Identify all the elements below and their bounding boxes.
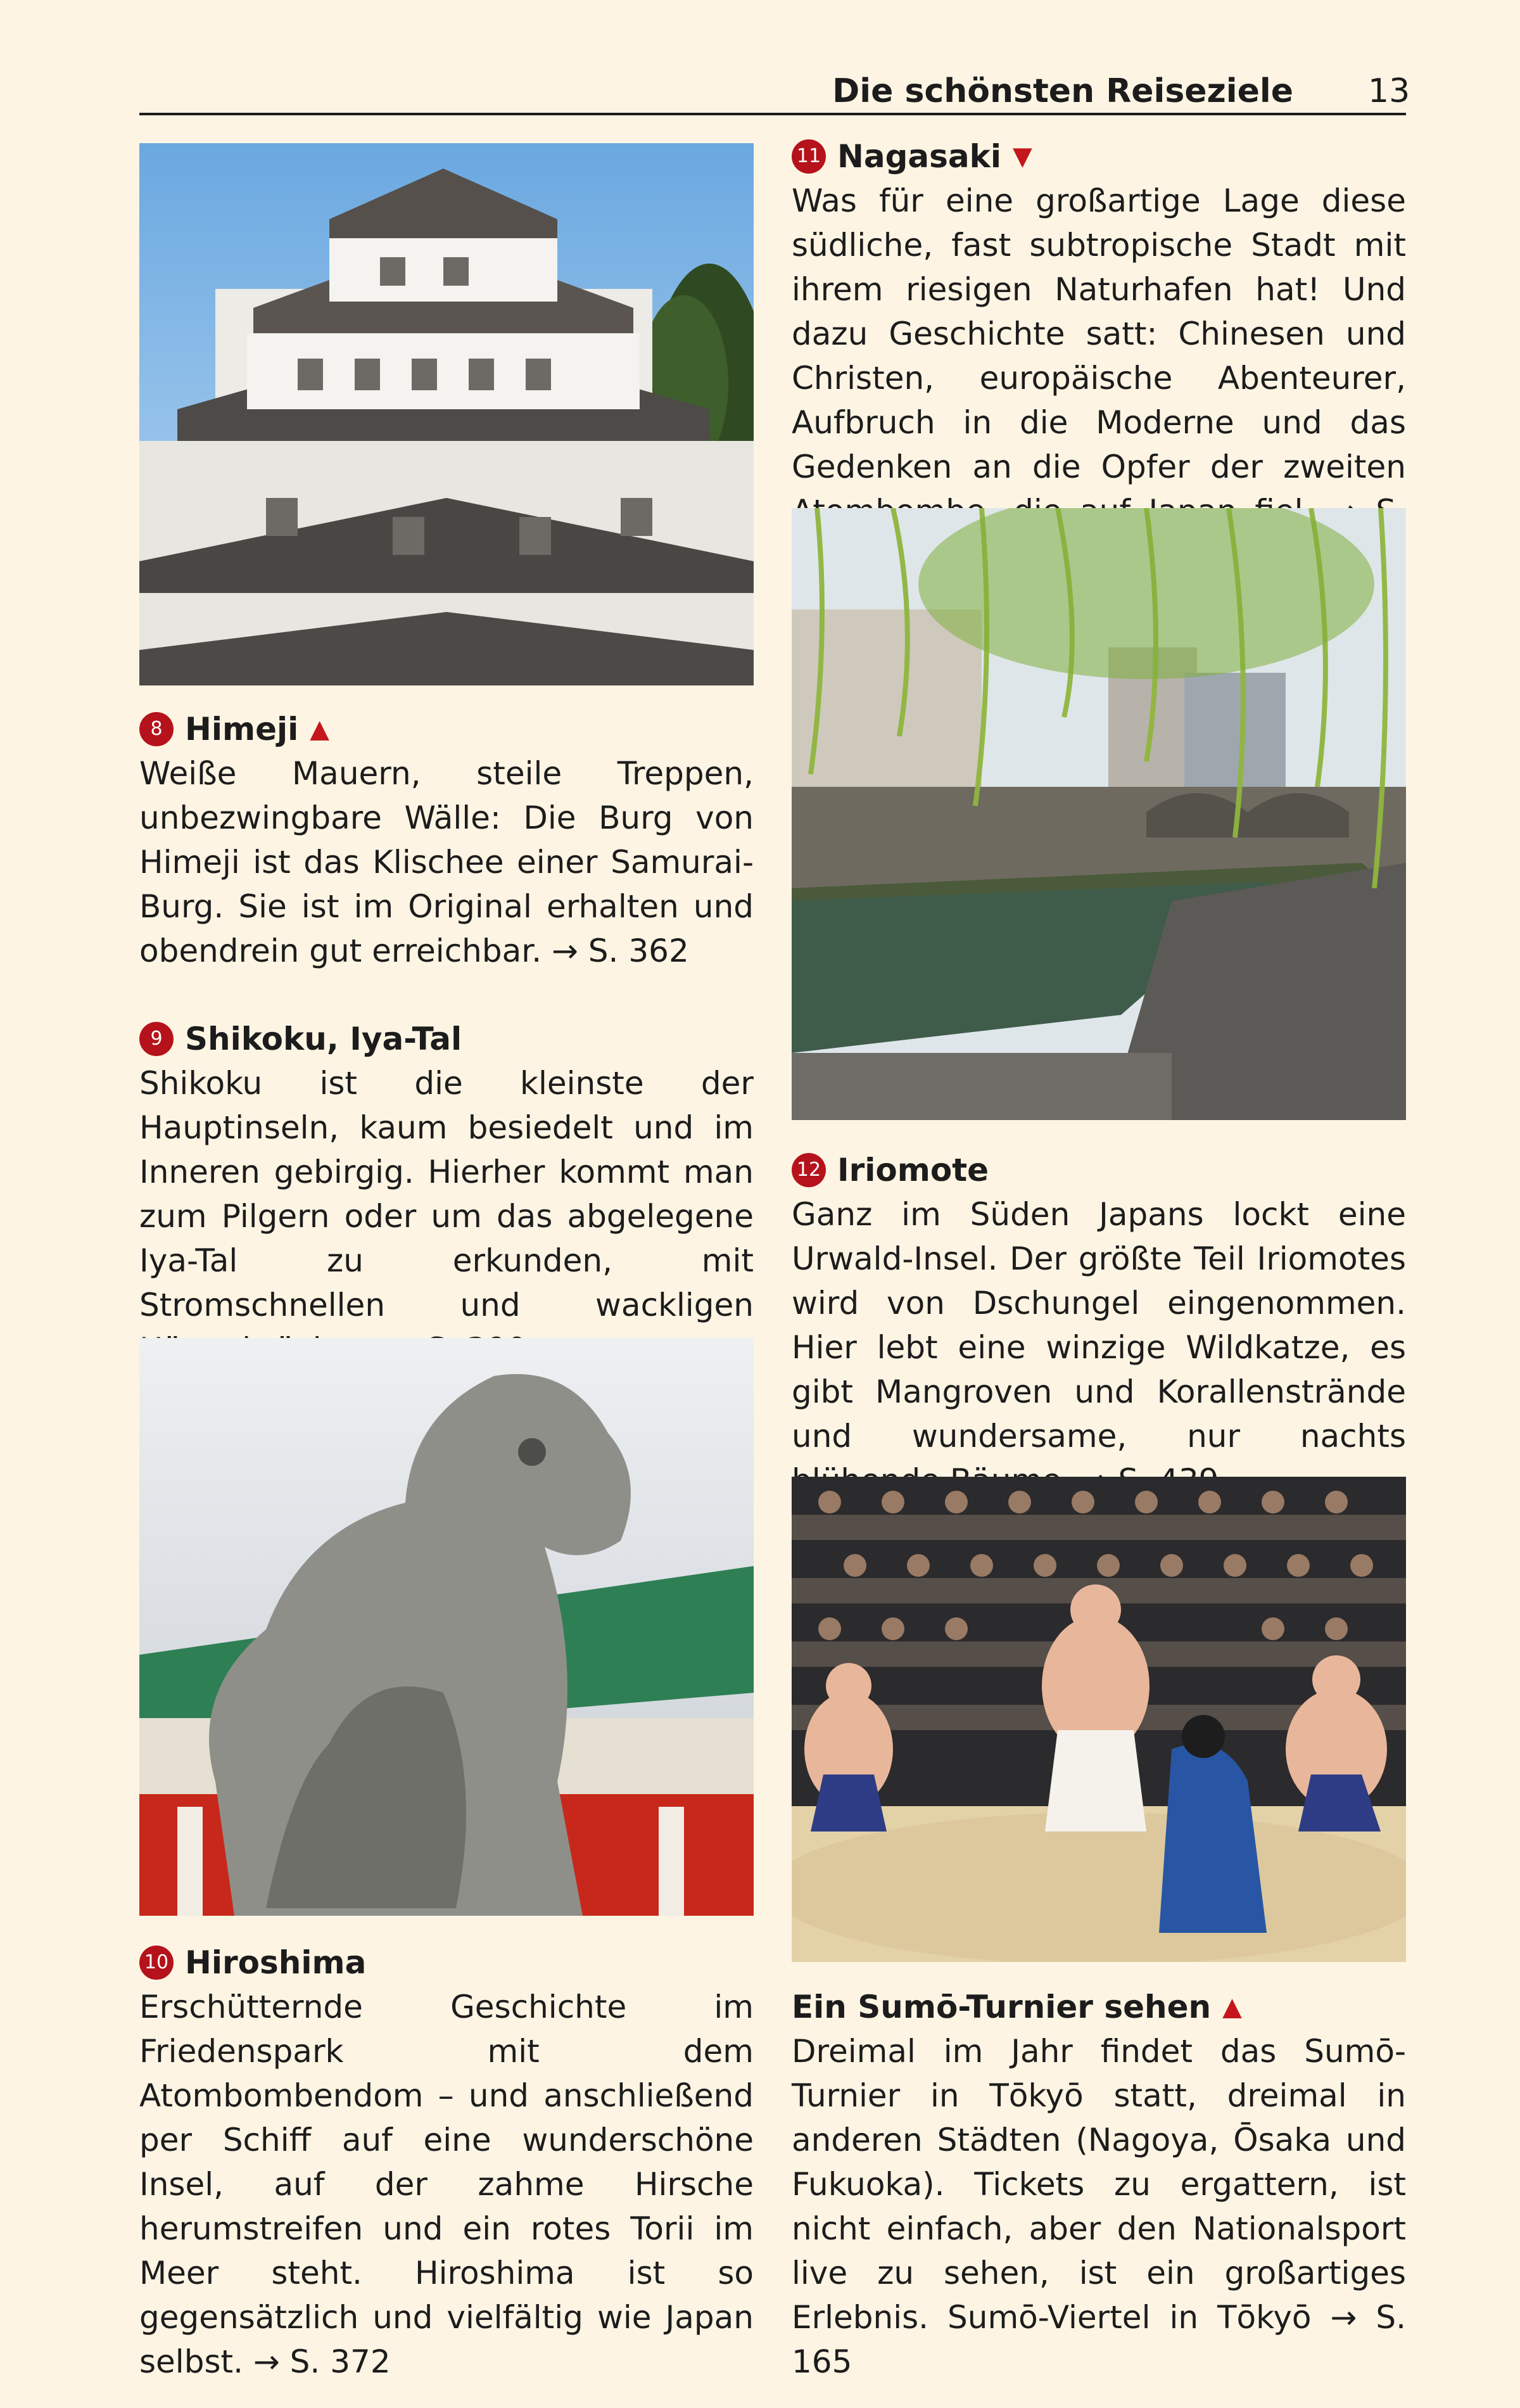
- entry-title: Iriomote: [837, 1152, 989, 1188]
- photo-sumo-tournament: [792, 1477, 1406, 1962]
- entry-hiroshima-heading: [139, 1940, 754, 1985]
- page-number: 13: [1368, 72, 1410, 110]
- triangle-up-icon: ▲: [1222, 1992, 1242, 2022]
- entry-sumo: [792, 1985, 1406, 2384]
- triangle-up-icon: ▲: [310, 715, 330, 744]
- entry-himeji-heading: [139, 707, 754, 751]
- entry-text: Weiße Mauern, steile Treppen, unbezwingbare Wälle: Die Burg von Himeji ist das Klischee einer Samurai-Burg. Sie ist im Original erhalten und obendrein gut erreichbar. → S. 362: [139, 755, 754, 969]
- entry-shikoku: [139, 1017, 754, 1372]
- entry-text: Was für eine großartige Lage diese südliche, fast subtropische Stadt mit ihrem riesigen Naturhafen hat! Und dazu Geschichte satt: Chinesen und Christen, europäische Abenteurer, Aufbruch in die Moderne und das Gedenken an die Opfer der zweiten: [792, 182, 1406, 485]
- entry-nagasaki-heading: [792, 134, 1406, 179]
- entry-number-badge: 9: [139, 1022, 174, 1056]
- entry-title: Himeji: [185, 711, 299, 748]
- entry-text: Dreimal im Jahr findet das Sumō-Turnier in Tōkyō statt, dreimal in anderen Städten (Nagoya, Ōsaka und Fukuoka). Tickets zu ergattern, ist nicht einfach, aber den Nationalsport live zu sehen, ist ein großartiges Erlebnis. Sumō-Viertel in Tōkyō → S. 165: [792, 2033, 1406, 2380]
- entry-title: Nagasaki: [837, 138, 1002, 175]
- entry-iriomote-heading: [792, 1148, 1406, 1192]
- entry-title: Hiroshima: [185, 1944, 367, 1981]
- entry-iriomote: [792, 1148, 1406, 1503]
- photo-dragon-statue: [139, 1338, 754, 1916]
- entry-hiroshima: [139, 1940, 754, 2384]
- entry-sumo-heading: [792, 1985, 1406, 2029]
- entry-number-badge: 11: [792, 139, 826, 174]
- photo-nagasaki-river: [792, 508, 1406, 1120]
- triangle-down-icon: ▼: [1013, 142, 1032, 171]
- entry-title: Shikoku, Iya-Tal: [185, 1021, 462, 1057]
- entry-shikoku-heading: [139, 1017, 754, 1061]
- entry-title: Ein Sumō-Turnier sehen: [792, 1989, 1212, 2025]
- running-header: Die schönsten Reiseziele: [832, 72, 1293, 110]
- entry-text: Shikoku ist die kleinste der Hauptinseln, kaum besiedelt und im Inneren gebirgig. Hierher kommt man zum Pilgern oder um das abgelegene Iya-Tal zu erkunden, mit Stromschnellen und wackligen: [139, 1065, 754, 1323]
- entry-number-badge: 10: [139, 1946, 174, 1980]
- entry-text: Ganz im Süden Japans lockt eine Urwald-Insel. Der größte Teil Iriomotes wird von Dschungel eingenommen. Hier lebt eine winzige Wildkatze, es gibt Mangroven und Korallenstrände und wundersame, nur nachts: [792, 1196, 1406, 1455]
- entry-number-badge: 8: [139, 712, 174, 746]
- entry-number-badge: 12: [792, 1153, 826, 1187]
- photo-himeji-castle: [139, 143, 754, 685]
- entry-himeji: [139, 707, 754, 973]
- entry-text: Erschütternde Geschichte im Friedenspark mit dem Atombombendom – und anschließend per Schiff auf eine wunderschöne Insel, auf der zahme Hirsche herumstreifen und ein rotes Torii im Meer steht. Hiroshima ist so gegensätzlich und vielfältig wie Japan selbst. → S. 372: [139, 1989, 754, 2380]
- header-rule: [139, 113, 1406, 115]
